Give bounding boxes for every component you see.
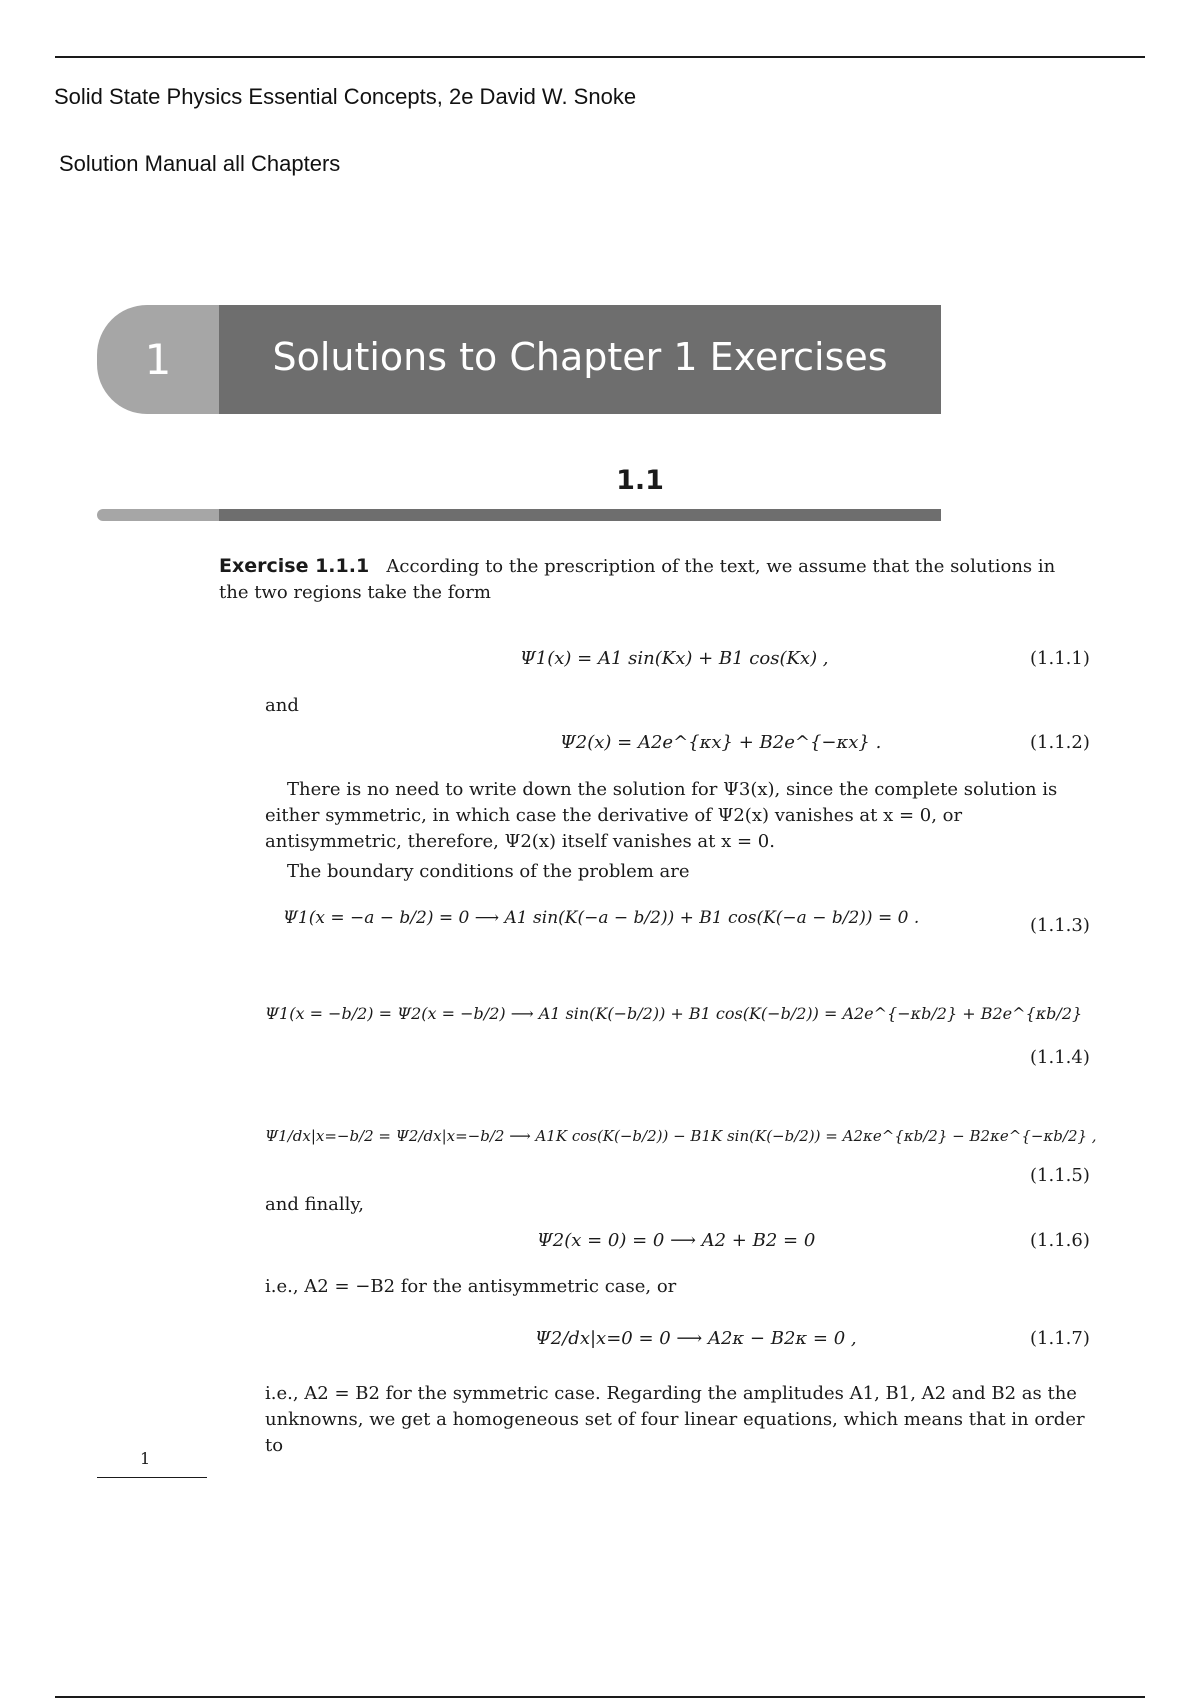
equation-2: Ψ2(x) = A2e^{κx} + B2e^{−κx} . [560, 732, 882, 753]
equation-number-2: (1.1.2) [1030, 732, 1090, 753]
equation-3: Ψ1(x = −a − b/2) = 0 ⟶ A1 sin(K(−a − b/2)) + B1 cos(K(−a − b/2)) = 0 . [283, 908, 920, 928]
bottom-rule [55, 1696, 1145, 1698]
equation-number-7: (1.1.7) [1030, 1328, 1090, 1349]
equation-6: Ψ2(x = 0) = 0 ⟶ A2 + B2 = 0 [537, 1230, 816, 1251]
paragraph-boundary: The boundary conditions of the problem are [287, 861, 690, 882]
chapter-banner [219, 305, 941, 414]
top-rule [55, 56, 1145, 58]
antisymmetric-text: i.e., A2 = −B2 for the antisymmetric case, or [265, 1276, 677, 1297]
equation-5: Ψ1/dx|x=−b/2 = Ψ2/dx|x=−b/2 ⟶ A1K cos(K(−b/2)) − B1K sin(K(−b/2)) = A2κe^{κb/2} − B2κe^{−κb/2} , [265, 1127, 1097, 1145]
chapter-title: Solutions to Chapter 1 Exercises [272, 335, 888, 379]
and-finally-text: and finally, [265, 1194, 364, 1215]
section-bar-left [97, 509, 219, 521]
equation-1: Ψ1(x) = A1 sin(Kx) + B1 cos(Kx) , [520, 648, 829, 669]
and-text: and [265, 695, 299, 716]
equation-number-4: (1.1.4) [1030, 1047, 1090, 1068]
page-number: 1 [140, 1449, 151, 1468]
equation-number-3: (1.1.3) [1030, 915, 1090, 936]
equation-number-1: (1.1.1) [1030, 648, 1090, 669]
section-heading: 1.1 [616, 465, 664, 496]
chapter-number-tab [97, 305, 219, 414]
section-bar-right [219, 509, 941, 521]
equation-number-6: (1.1.6) [1030, 1230, 1090, 1251]
symmetric-paragraph: i.e., A2 = B2 for the symmetric case. Regarding the amplitudes A1, B1, A2 and B2 as the unknowns, we get a homogeneous set of four linear equations, which means that in order to [265, 1383, 1085, 1456]
equation-4: Ψ1(x = −b/2) = Ψ2(x = −b/2) ⟶ A1 sin(K(−b/2)) + B1 cos(K(−b/2)) = A2e^{−κb/2} + B2e^{κb/2} [265, 1004, 1083, 1023]
book-title: Solid State Physics Essential Concepts, 2e David W. Snoke [54, 84, 637, 109]
exercise-intro-text: According to the prescription of the text, we assume that the solutions in the two regions take the form [219, 556, 1056, 603]
equation-number-5: (1.1.5) [1030, 1165, 1090, 1186]
paragraph-symmetry: There is no need to write down the solution for Ψ3(x), since the complete solution is either symmetric, in which case the derivative of Ψ2(x) vanishes at x = 0, or antisymmetric, therefore, Ψ2(x) itself vanishes at x = 0. [265, 779, 1058, 852]
document-subtitle: Solution Manual all Chapters [59, 151, 341, 176]
footnote-rule [97, 1477, 207, 1478]
exercise-intro [219, 553, 1089, 606]
exercise-label: Exercise 1.1.1 [219, 555, 370, 577]
equation-7: Ψ2/dx|x=0 = 0 ⟶ A2κ − B2κ = 0 , [535, 1328, 857, 1349]
chapter-number: 1 [144, 335, 172, 384]
